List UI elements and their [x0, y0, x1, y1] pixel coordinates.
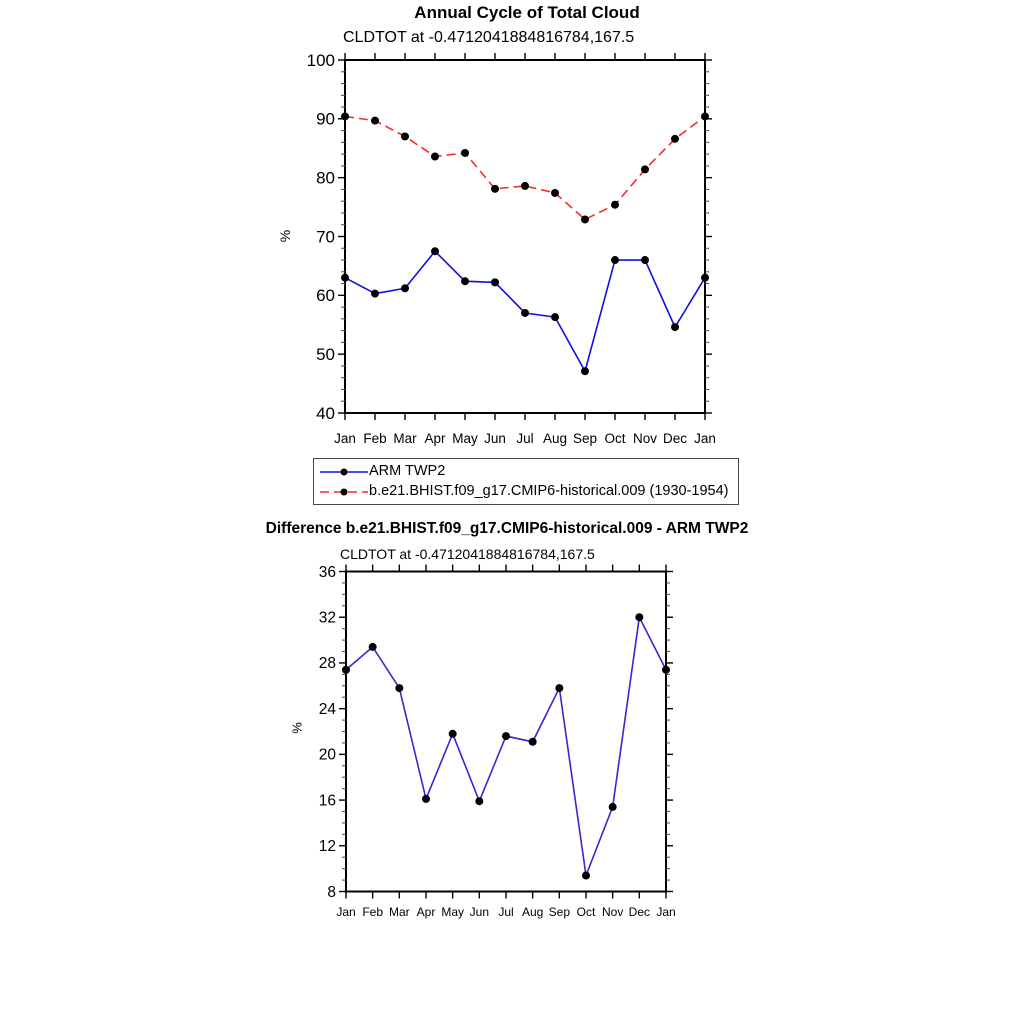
- data-point-marker: [491, 185, 499, 193]
- top-chart-title: Annual Cycle of Total Cloud: [414, 3, 640, 22]
- y-tick-label: 90: [316, 109, 335, 129]
- x-tick-label: May: [452, 431, 478, 446]
- data-point-marker: [521, 309, 529, 317]
- x-tick-label: Mar: [388, 905, 410, 919]
- y-axis-label: %: [289, 722, 305, 734]
- x-tick-label: Jan: [656, 905, 676, 919]
- y-tick-label: 36: [318, 563, 336, 581]
- x-tick-label: Oct: [604, 431, 626, 446]
- data-point-marker: [369, 643, 377, 651]
- x-tick-label: Apr: [424, 431, 446, 446]
- legend-sample-marker: [341, 469, 348, 476]
- y-tick-label: 32: [318, 609, 336, 627]
- data-point-marker: [341, 274, 349, 282]
- data-point-marker: [461, 149, 469, 157]
- axis-frame: [346, 572, 666, 892]
- legend-item-model: [314, 481, 738, 501]
- y-axis-label: %: [277, 229, 293, 243]
- x-tick-label: Aug: [542, 431, 568, 446]
- x-tick-label: Jun: [469, 905, 490, 919]
- x-tick-label: Jul: [516, 431, 534, 446]
- x-tick-label: Apr: [416, 905, 436, 919]
- data-point-marker: [422, 795, 430, 803]
- data-point-marker: [701, 274, 709, 282]
- data-point-marker: [521, 182, 529, 190]
- x-tick-label: Dec: [662, 431, 688, 446]
- legend-label-model: b.e21.BHIST.f09_g17.CMIP6-historical.009 (1930-1954): [369, 483, 729, 499]
- data-point-marker: [581, 367, 589, 375]
- x-tick-label: Jun: [484, 431, 506, 446]
- data-point-marker: [662, 666, 670, 674]
- data-point-marker: [395, 684, 403, 692]
- legend-box: [313, 458, 739, 505]
- data-point-marker: [371, 290, 379, 298]
- legend-line-sample-blue: [319, 462, 369, 480]
- y-tick-label: 16: [318, 792, 336, 810]
- top-chart-plot: [250, 40, 770, 460]
- data-point-marker: [491, 278, 499, 286]
- x-tick-label: Jan: [694, 431, 716, 446]
- y-tick-label: 100: [306, 50, 335, 70]
- y-tick-label: 28: [318, 655, 336, 673]
- data-point-marker: [611, 256, 619, 264]
- x-tick-label: Nov: [601, 905, 624, 919]
- y-tick-label: 60: [316, 286, 335, 306]
- bottom-chart-title: Difference b.e21.BHIST.f09_g17.CMIP6-historical.009 - ARM TWP2: [265, 520, 749, 537]
- data-point-marker: [502, 732, 510, 740]
- data-point-marker: [581, 215, 589, 223]
- data-point-marker: [342, 666, 350, 674]
- x-tick-label: Aug: [521, 905, 544, 919]
- y-tick-label: 24: [318, 700, 336, 718]
- data-point-marker: [551, 189, 559, 197]
- series-line: [345, 116, 705, 219]
- x-tick-label: Nov: [632, 431, 658, 446]
- data-point-marker: [401, 132, 409, 140]
- data-point-marker: [701, 112, 709, 120]
- data-point-marker: [529, 738, 537, 746]
- data-point-marker: [449, 730, 457, 738]
- data-point-marker: [609, 803, 617, 811]
- y-tick-label: 70: [316, 227, 335, 247]
- x-tick-label: Sep: [548, 905, 571, 919]
- data-point-marker: [635, 613, 643, 621]
- x-tick-label: Oct: [576, 905, 596, 919]
- y-tick-label: 20: [318, 746, 336, 764]
- data-point-marker: [611, 201, 619, 209]
- bottom-chart-plot: [250, 551, 770, 931]
- bottom-chart-subtitle: CLDTOT at -0.4712041884816784,167.5: [340, 546, 595, 562]
- legend-line-sample-red-dashed: [319, 482, 369, 500]
- x-tick-label: Feb: [362, 905, 384, 919]
- y-tick-label: 40: [316, 403, 335, 423]
- x-tick-label: Jan: [336, 905, 356, 919]
- x-tick-label: Mar: [393, 431, 417, 446]
- data-point-marker: [475, 797, 483, 805]
- data-point-marker: [555, 684, 563, 692]
- x-tick-label: May: [441, 905, 465, 919]
- data-point-marker: [641, 165, 649, 173]
- x-tick-label: Feb: [363, 431, 387, 446]
- data-point-marker: [671, 135, 679, 143]
- data-point-marker: [431, 247, 439, 255]
- data-point-marker: [551, 313, 559, 321]
- data-point-marker: [371, 117, 379, 125]
- series-line: [346, 617, 666, 875]
- legend-sample-marker: [341, 489, 348, 496]
- data-point-marker: [641, 256, 649, 264]
- y-tick-label: 12: [318, 838, 336, 856]
- x-tick-label: Dec: [628, 905, 651, 919]
- data-point-marker: [341, 112, 349, 120]
- data-point-marker: [431, 152, 439, 160]
- x-tick-label: Sep: [572, 431, 598, 446]
- y-tick-label: 50: [316, 344, 335, 364]
- legend-item-arm-twp2: [314, 461, 738, 481]
- axis-frame: [345, 60, 705, 413]
- y-tick-label: 8: [327, 883, 336, 901]
- data-point-marker: [671, 323, 679, 331]
- data-point-marker: [401, 284, 409, 292]
- x-tick-label: Jan: [334, 431, 356, 446]
- top-chart-subtitle: CLDTOT at -0.4712041884816784,167.5: [343, 29, 635, 46]
- data-point-marker: [582, 872, 590, 880]
- legend-label-arm-twp2: ARM TWP2: [369, 463, 446, 479]
- y-tick-label: 80: [316, 168, 335, 188]
- data-point-marker: [461, 277, 469, 285]
- x-tick-label: Jul: [498, 905, 514, 919]
